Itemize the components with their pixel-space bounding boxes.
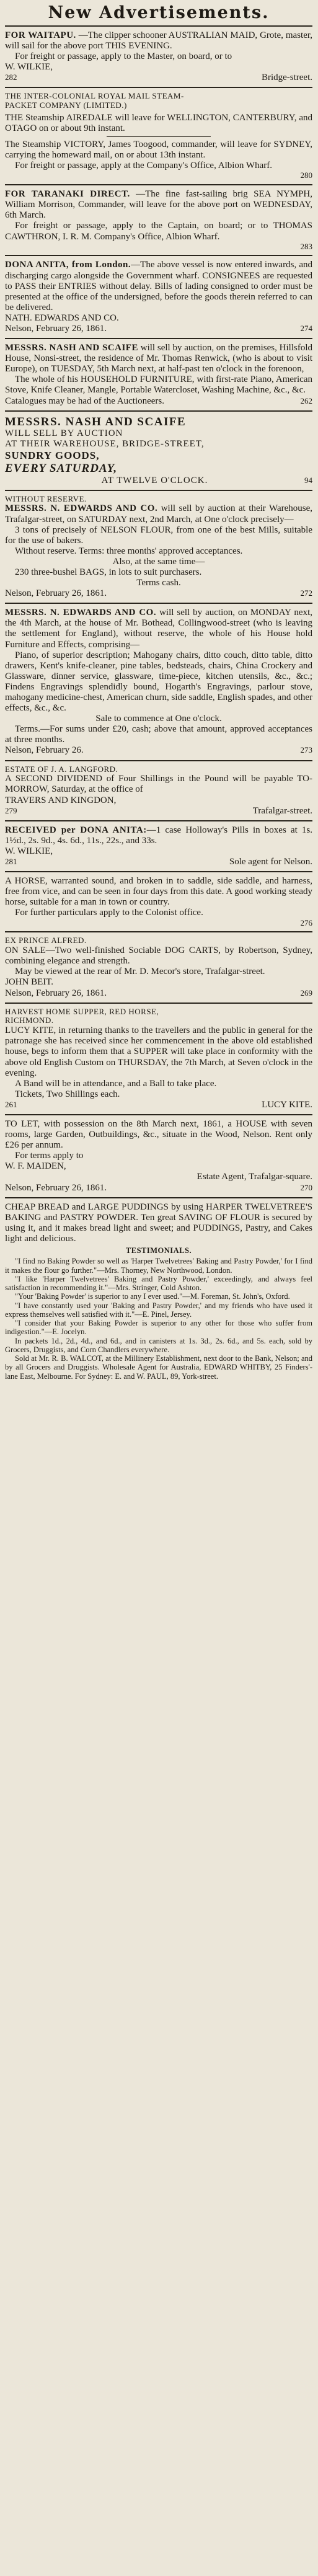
ad-address: Sole agent for Nelson. xyxy=(229,857,312,867)
ad-langford-estate xyxy=(5,761,312,820)
ad-number: 280 xyxy=(300,170,312,180)
testimonial-1: "I find no Baking Powder so well as 'Harper Twelvetrees' Baking and Pastry Powder,' for I find it makes the flour go further."—Mrs. Thorney, New Northwood, London. xyxy=(5,1257,312,1275)
masthead-title: New Advertisements. xyxy=(48,3,270,22)
ad-signer: JOHN BEIT. xyxy=(5,977,54,988)
ad-heading: ON SALE—Two well-finished Sociable DOG CARTS, by Robertson, Sydney, combining elegance and strength. xyxy=(5,945,312,967)
ad-body-2: May be viewed at the rear of Mr. D. Mecor's store, Trafalgar-street. xyxy=(15,967,265,977)
ad-heading: TO LET, with possession on the 8th March next, 1861, a HOUSE with seven rooms, large Garden, Outbuildings, &c., situate in the Wood, Nelson. Rent only £26 per annum. xyxy=(5,1118,312,1151)
ad-steam-packet xyxy=(5,88,312,184)
ad-body: —The clipper schooner AUSTRALIAN MAID, Grote, master, will sail for the above port THIS EVENING. xyxy=(5,30,313,51)
ad-address: Trafalgar-street. xyxy=(252,805,312,816)
ad-body-3: Catalogues may be had of the Auctioneers. xyxy=(5,396,165,406)
ad-testimonials-title: TESTIMONIALS. xyxy=(125,1246,192,1255)
ad-date: Nelson, February 26, 1861. xyxy=(5,588,107,599)
ad-body-3: Sold at Mr. R. B. WALCOT, at the Millinery Establishment, next door to the Bank, Nelson; and by all Grocers and Druggists. Wholesale Agent for Australia, EDWARD WHITBY, 25 Finders'-lane East, Melbourne. For Sydney: E. and W. PAUL, 89, York-street. xyxy=(5,1354,312,1381)
ad-body-2: The Steamship VICTORY, James Toogood, commander, will leave for SYDNEY, carrying the homeward mail, on or about 13th instant. xyxy=(5,139,312,161)
ad-nash-scaife-sundry xyxy=(5,412,312,490)
ad-baking-powder xyxy=(5,1198,312,1384)
ad-heading: A HORSE, warranted sound, and broken in to saddle, side saddle, and harness, free from vice, and can be seen in four days from this date. A good working steady horse, suitable for a man in town or country. xyxy=(5,876,312,908)
ad-waitapu xyxy=(5,27,312,87)
testimonial-4: "I have constantly used your 'Baking and Pastry Powder,' and my friends who have used it express themselves well satisfied with it."—E. Pinel, Jersey. xyxy=(5,1301,312,1319)
ad-heading: MESSRS. NASH AND SCAIFE xyxy=(5,343,138,353)
ad-edwards-furniture xyxy=(5,604,312,759)
ad-body: —The above vessel is now entered inwards, and discharging cargo alongside the Government wharf. CONSIGNEES are requested to PASS their ENTRIES without delay. Bills of lading consigned to order must be presented at the office of the undersigned, before the goods therein referred to can be delivered. xyxy=(5,260,312,312)
ad-number: 283 xyxy=(300,241,312,251)
ad-date: Nelson, February 26. xyxy=(5,745,84,756)
ad-heading: MESSRS. N. EDWARDS AND CO. xyxy=(5,503,158,514)
ad-sub-1: WILL SELL BY AUCTION xyxy=(5,428,123,439)
ad-horse xyxy=(5,872,312,931)
ad-body-3: For freight or passage, apply at the Company's Office, Albion Wharf. xyxy=(15,161,272,171)
ad-body-2: In packets 1d., 2d., 4d., and 6d., and in canisters at 1s. 3d., 2s. 6d., and 5s. each, sold by Grocers, Druggists, and Corn Chandlers everywhere. xyxy=(5,1336,312,1354)
ad-sub-2: AT THEIR WAREHOUSE, BRIDGE-STREET, xyxy=(5,439,205,449)
ad-heading: CHEAP BREAD and LARGE PUDDINGS by using HARPER TWELVETREE'S BAKING and PASTRY POWDER. Ten great SAVING OF FLOUR is secured by using it, and it makes bread light and sweet; and PUDDINGS, Pastry, and Cakes light and delicious. xyxy=(5,1202,312,1244)
testimonial-3: "Your 'Baking Powder' is superior to any I ever used."—M. Foreman, St. John's, Oxford. xyxy=(15,1292,290,1301)
ad-heading: FOR WAITAPU. xyxy=(5,30,76,40)
ad-title: THE INTER-COLONIAL ROYAL MAIL STEAM- xyxy=(5,91,184,101)
ad-body-3: Sale to commence at One o'clock. xyxy=(95,714,222,724)
ad-subtitle: PACKET COMPANY (LIMITED.) xyxy=(5,100,127,110)
ad-heading: RECEIVED per DONA ANITA: xyxy=(5,825,147,835)
ad-address: Estate Agent, Trafalgar-square. xyxy=(197,1172,312,1182)
ad-body-2: For terms apply to xyxy=(15,1151,84,1161)
ad-number: 272 xyxy=(300,588,312,598)
ad-signer: W. F. MAIDEN, xyxy=(5,1161,66,1172)
ad-dona-anita xyxy=(5,256,312,338)
ad-body-2: For further particulars apply to the Colonist office. xyxy=(15,908,203,918)
ad-body: will sell by auction, on the premises, Hillsfold House, Nonsi-street, the residence of Mr. Thomas Renwick, (who is about to visit Europe), on TUESDAY, 5th March next, at half-past ten o'clock in the forenoon, xyxy=(5,343,312,374)
ad-number: 279 xyxy=(5,805,17,815)
ad-dog-carts xyxy=(5,932,312,1002)
ad-label: EX PRINCE ALFRED. xyxy=(5,936,87,945)
ad-terms: Terms cash. xyxy=(136,578,181,588)
ad-number: 273 xyxy=(300,745,312,755)
ad-body-5: 230 three-bushel BAGS, in lots to suit purchasers. xyxy=(15,567,202,577)
ad-date: Nelson, February 26, 1861. xyxy=(5,988,107,998)
ad-sub-3: SUNDRY GOODS, xyxy=(5,449,100,462)
ad-signer: LUCY KITE. xyxy=(262,1099,312,1110)
ad-body-4: Also, at the same time— xyxy=(112,556,205,567)
ad-sub-4: EVERY SATURDAY, xyxy=(5,461,118,475)
ad-signer: W. WILKIE, xyxy=(5,62,53,73)
ad-body-3: Tickets, Two Shillings each. xyxy=(15,1089,120,1099)
ad-number: 274 xyxy=(300,323,312,333)
ad-body-2: For freight or passage, apply to the Master, on board, or to xyxy=(15,51,232,61)
ad-label: HARVEST HOME SUPPER, RED HORSE, xyxy=(5,1006,159,1016)
ad-body: —The fine fast-sailing brig SEA NYMPH, William Morrison, Commander, will leave for the above port on WEDNESDAY, 6th March. xyxy=(5,189,313,221)
testimonial-2: "I like 'Harper Twelvetrees' Baking and Pastry Powder,' exceedingly, and always feel satisfaction in recommending it."—Mrs. Stringer, Cold Ashton. xyxy=(5,1274,312,1293)
ad-number: 269 xyxy=(300,988,312,998)
ad-number: 270 xyxy=(300,1182,312,1192)
testimonial-5: "I consider that your Baking Powder is superior to any other for those who suffer from indigestion."—E. Jocelyn. xyxy=(5,1319,312,1337)
ad-date: Nelson, February 26, 1861. xyxy=(5,1182,107,1193)
ad-heading: MESSRS. N. EDWARDS AND CO. xyxy=(5,608,157,618)
ad-nash-scaife-furniture xyxy=(5,339,312,410)
ad-body-2: Piano, of superior description; Mahogany chairs, ditto couch, ditto table, ditto drawers, Kent's knife-cleaner, pine tables, bedsteads, chairs, China Crockery and Glassware, dinner service, glassware, time-piece, kitchen utensils, &c., &c.; Findens Engravings splendidly bound, Hogarth's Engravings, parlour stove, mahogany medicine-chest, American churn, side saddle, English spades, and other effects, &c., &c. xyxy=(5,650,312,714)
ad-body-2: The whole of his HOUSEHOLD FURNITURE, with first-rate Piano, American Stove, Knife Cleaner, Mangle, Portable Watercloset, Washing Machine, &c., &c. xyxy=(5,374,312,396)
ad-heading: LUCY KITE, in returning thanks to the travellers and the public in general for the patronage she has received since her commencement in the above old established house, begs to inform them that a SUPPER will take place in conformity with the above old English Custom on THURSDAY, the 7th March, at Seven o'clock in the evening. xyxy=(5,1025,312,1078)
ad-number: 262 xyxy=(300,396,312,405)
ad-label: WITHOUT RESERVE. xyxy=(5,494,87,503)
ad-address: Bridge-street. xyxy=(261,73,312,83)
ad-sub-5: AT TWELVE O'CLOCK. xyxy=(101,475,208,485)
ad-number: 281 xyxy=(5,857,17,867)
ad-body: THE Steamship AIREDALE will leave for WELLINGTON, CANTERBURY, and OTAGO on or about 9th instant. xyxy=(5,112,312,133)
ad-body-4: Terms.—For sums under £20, cash; above that amount, approved acceptances at three months. xyxy=(5,724,312,745)
ad-body: will sell by auction at their Warehouse, Trafalgar-street, on SATURDAY next, 2nd March, at One o'clock precisely— xyxy=(5,503,312,524)
ad-body-2: 3 tons of precisely of NELSON FLOUR, from one of the best Mills, suitable for the use of bakers. xyxy=(5,524,312,546)
divider xyxy=(107,136,211,137)
ad-taranaki xyxy=(5,185,312,255)
ad-body-3: Without reserve. Terms: three months' approved acceptances. xyxy=(15,546,243,556)
ad-harvest-supper xyxy=(5,1004,312,1114)
ad-label-2: RICHMOND. xyxy=(5,1016,54,1025)
ad-date: Nelson, February 26, 1861. xyxy=(5,323,107,334)
ad-number: 282 xyxy=(5,73,17,82)
ad-heading: FOR TARANAKI DIRECT. xyxy=(5,189,130,200)
ad-label: ESTATE OF J. A. LANGFORD. xyxy=(5,764,118,774)
ad-number: 261 xyxy=(5,1099,17,1109)
ad-to-let xyxy=(5,1115,312,1197)
ad-number: 94 xyxy=(304,475,312,485)
ad-heading: DONA ANITA, from London. xyxy=(5,260,131,270)
ad-signer: NATH. EDWARDS AND CO. xyxy=(5,312,119,323)
ad-heading: A SECOND DIVIDEND of Four Shillings in the Pound will be payable TO-MORROW, Saturday, at the office of xyxy=(5,774,312,795)
ad-body-2: A Band will be in attendance, and a Ball to take place. xyxy=(15,1078,217,1089)
ad-signer: TRAVERS AND KINGDON, xyxy=(5,795,117,805)
ad-signer: W. WILKIE, xyxy=(5,846,53,856)
ad-body: —1 case Holloway's Pills in boxes at 1s. 1½d., 2s. 9d., 4s. 6d., 11s., 22s., and 33s. xyxy=(5,825,312,846)
ad-heading: MESSRS. NASH AND SCAIFE xyxy=(5,415,187,428)
ad-number: 276 xyxy=(300,918,312,927)
ad-body: will sell by auction, on MONDAY next, the 4th March, at the house of Mr. Bothead, Collingwood-street (who is leaving the settlement for England), without reserve, the whole of his House hold Furniture and Effects, comprising— xyxy=(5,608,312,650)
ad-edwards-flour xyxy=(5,491,312,603)
ad-received xyxy=(5,821,312,871)
ad-body-2: For freight or passage, apply to the Captain, on board; or to THOMAS CAWTHRON, I. R. M. Company's Office, Albion Wharf. xyxy=(5,221,312,242)
